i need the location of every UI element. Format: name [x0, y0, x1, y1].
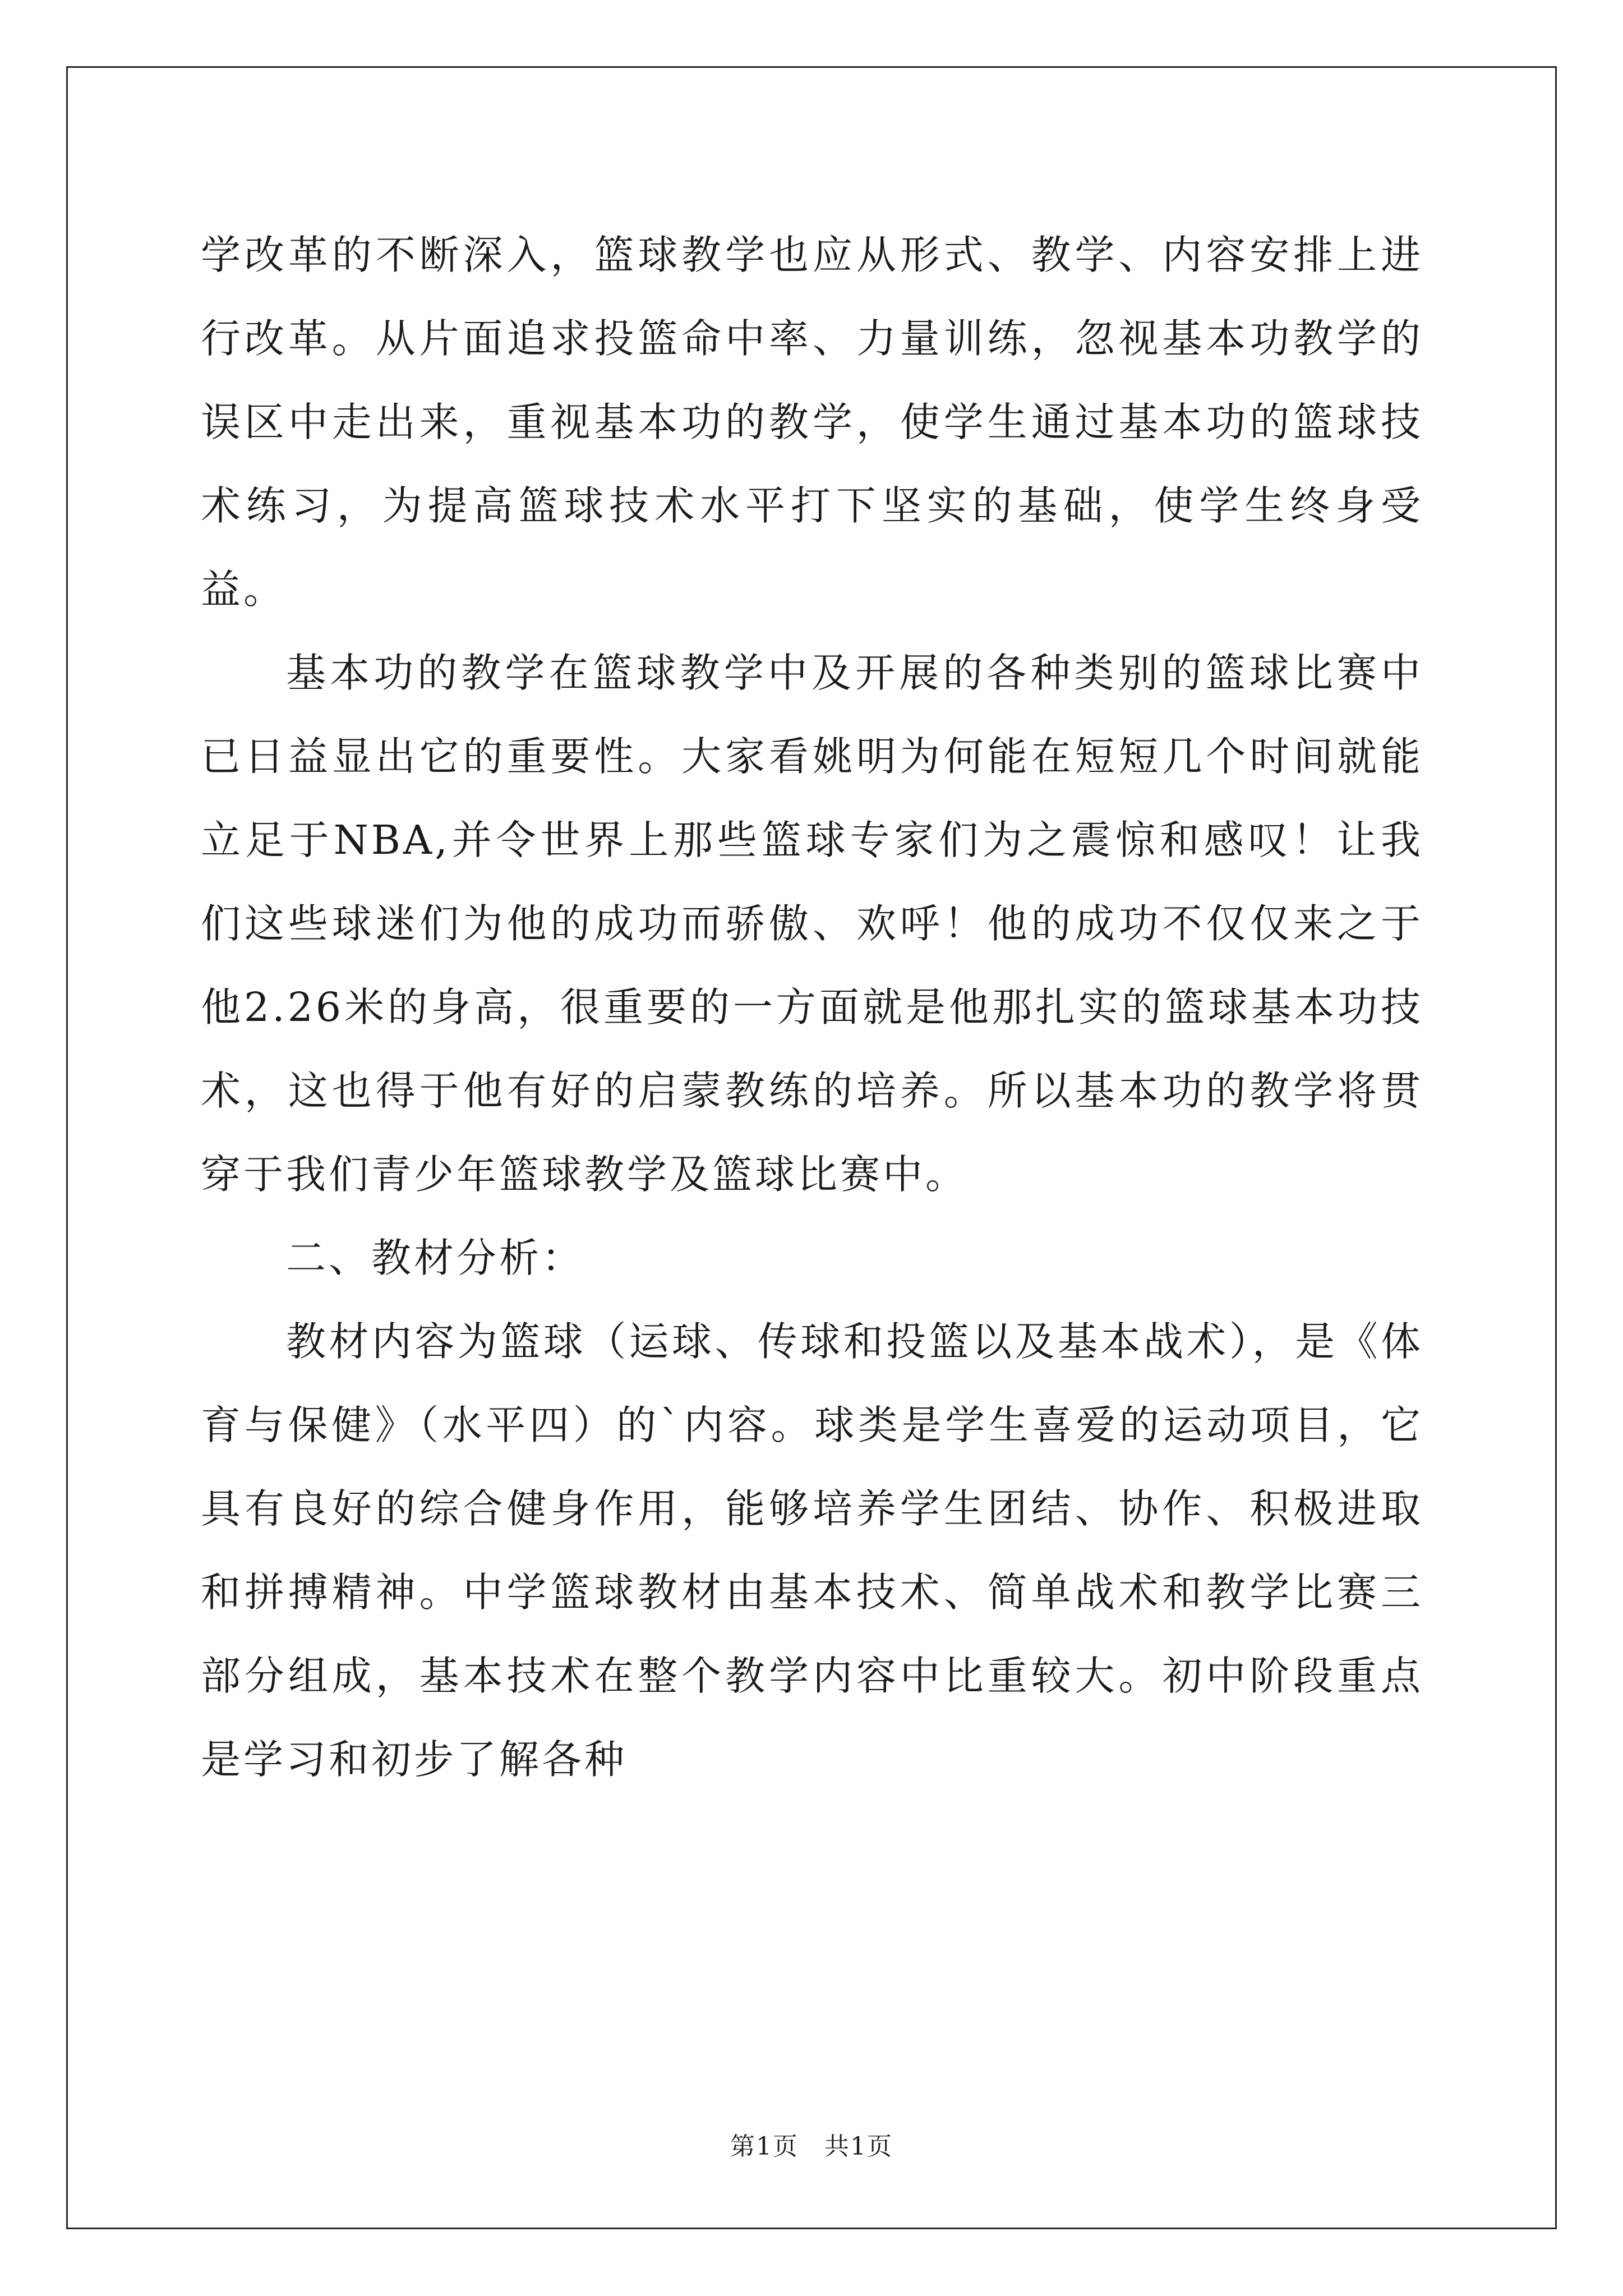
paragraph-2: 基本功的教学在篮球教学中及开展的各种类别的篮球比赛中已日益显出它的重要性。大家看姚明为何能在短短几个时间就能立足于NBA,并令世界上那些篮球专家们为之震惊和感叹！让我们这些球迷们为他的成功而骄傲、欢呼！他的成功不仅仅来之于他2.26米的身高，很重要的一方面就是他那扎实的篮球基本功技术，这也得于他有好的启蒙教练的培养。所以基本功的教学将贯穿于我们青少年篮球教学及篮球比赛中。 [201, 650, 1423, 1198]
page-number-footer: 第1页 共1页 [730, 2132, 893, 2161]
paragraph-3: 教材内容为篮球（运球、传球和投篮以及基本战术），是《体育与保健》（水平四）的`内容。球类是学生喜爱的运动项目，它具有良好的综合健身作用，能够培养学生团结、协作、积极进取和拼搏精神。中学篮球教材由基本技术、简单战术和教学比赛三部分组成，基本技术在整个教学内容中比重较大。初中阶段重点是学习和初步了解各种 [201, 1318, 1423, 1783]
paragraph-1: 学改革的不断深入，篮球教学也应从形式、教学、内容安排上进行改革。从片面追求投篮命中率、力量训练，忽视基本功教学的误区中走出来，重视基本功的教学，使学生通过基本功的篮球技术练习，为提高篮球技术水平打下坚实的基础，使学生终身受益。 [201, 232, 1423, 613]
document-body [201, 213, 1423, 1801]
section-heading: 二、教材分析： [286, 1235, 585, 1281]
